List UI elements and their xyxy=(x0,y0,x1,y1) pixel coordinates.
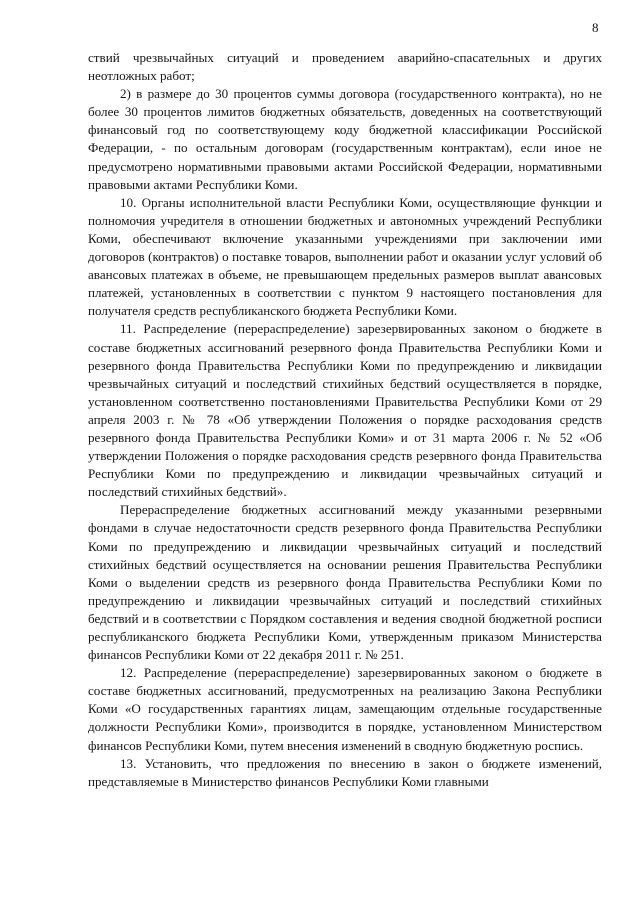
paragraph-item-13: 13. Установить, что предложения по внесению в закон о бюджете изменений, представляемые в Министерство финансов Республики Коми главными xyxy=(88,755,602,789)
paragraph-item-2: 2) в размере до 30 процентов суммы договора (государственного контракта), но не более 30 процентов лимитов бюджетных обязательств, доведенных на соответствующий финансовый год по соответствующему коду бюджетной классификации Российской Федерации, - по остальным договорам (государственным контрактам), если иное не предусмотрено нормативными правовыми актами Российской Федерации, нормативными правовыми актами Республики Коми. xyxy=(88,86,602,192)
page-number: 8 xyxy=(592,20,599,35)
paragraph-continuation: ствий чрезвычайных ситуаций и проведением аварийно-спасательных и других неотложных работ; xyxy=(88,50,602,84)
paragraph-reallocation: Перераспределение бюджетных ассигнований между указанными резервными фондами в случае недостаточности средств резервного фонда Правительства Республики Коми по предупреждению и ликвидации чрезвычайных ситуаций и последствий стихийных бедствий осуществляется на основании решения Правительства Республики Коми о выделении средств из резервного фонда Правительства Республики Коми по предупреждению и ликвидации чрезвычайных ситуаций и последствий стихийных бедствий и в соответствии с Порядком составления и ведения сводной бюджетной росписи республиканского бюджета Республики Коми, утвержденным приказом Министерства финансов Республики Коми от 22 декабря 2011 г. № 251. xyxy=(88,502,602,663)
paragraph-item-10: 10. Органы исполнительной власти Республики Коми, осуществляющие функции и полномочия учредителя в отношении бюджетных и автономных учреждений Республики Коми, обеспечивают включение указанными учреждениями при заключении ими договоров (контрактов) о поставке товаров, выполнении работ и оказании услуг условий об авансовых платежах в объеме, не превышающем предельных размеров выплат авансовых платежей, установленных в соответствии с пунктом 9 настоящего постановления для получателя средств республиканского бюджета Республики Коми. xyxy=(88,194,602,319)
document-body xyxy=(88,49,602,791)
paragraph-item-12: 12. Распределение (перераспределение) зарезервированных законом о бюджете в составе бюджетных ассигнований, предусмотренных на реализацию Закона Республики Коми «О государственных гарантиях лицам, замещающим отдельные государственные должности Республики Коми», производится в порядке, установленном Министерством финансов Республики Коми, путем внесения изменений в сводную бюджетную роспись. xyxy=(88,665,602,753)
paragraph-item-11: 11. Распределение (перераспределение) зарезервированных законом о бюджете в составе бюджетных ассигнований резервного фонда Правительства Республики Коми и резервного фонда Правительства Республики Коми по предупреждению и ликвидации чрезвычайных ситуаций и последствий стихийных бедствий осуществляется в порядке, установленном соответственно постановлениями Правительства Республики Коми от 29 апреля 2003 г. № 78 «Об утверждении Положения о порядке расходования средств резервного фонда Правительства Республики Коми» и от 31 марта 2006 г. № 52 «Об утверждении Положения о порядке расходования средств резервного фонда Правительства Республики Коми по предупреждению и ликвидации чрезвычайных ситуаций и последствий стихийных бедствий». xyxy=(88,321,602,500)
